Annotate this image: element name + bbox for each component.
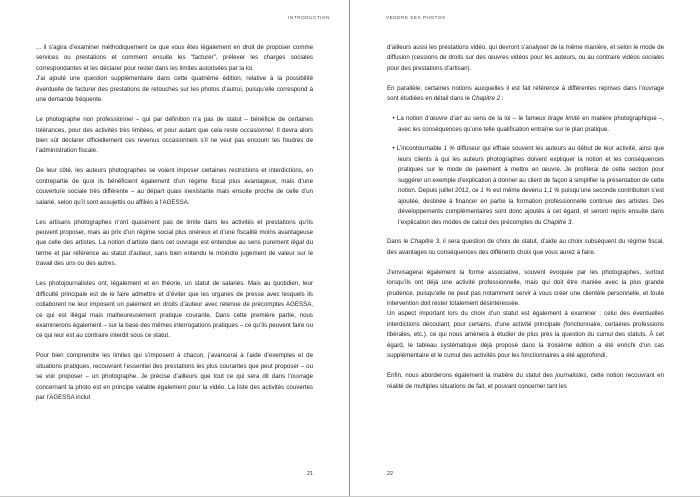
paragraph: Le photographe non professionnel – qui par définition n’a pas de statut – bénéficie de certaines tolérances, pour des activités très limitées, et pour autant que cela reste occasionnel. Il devra alors bien sûr déclarer officiellement ces revenus occasionnels s’il ne veut pas encourir les foudres de l’administration fiscale. xyxy=(36,116,313,155)
paragraph: De leur côté, les auteurs photographes se voient imposer certaines restrictions et interdictions, en contrepartie de quoi ils bénéficient également d’un régime fiscal plus avantageux, mais d’une couverture sociale très différente – au départ quasi inexistante mais ensuite proche de celle d’un salarié, selon qu’il sont assujettis ou affiliés à l’AGESSA. xyxy=(36,167,313,206)
page-right xyxy=(350,0,700,497)
paragraph: Les artisans photographes n’ont quasiment pas de limite dans les activités et prestations qu’ils peuvent proposer, mais au prix d’un régime social plus onéreux et d’une fiscalité moins avantageuse que celle des artistes. La notion d’artiste dans cet ouvrage est entendue au sens purement légal du terme et par référence au statut d’auteur, sans bien entendu le moindre jugement de valeur sur le travail des uns ou des autres. xyxy=(36,218,313,268)
bullet-paragraph: • L’incontournable 1 % diffuseur qui effraie souvent les auteurs au début de leur activité, ainsi que leurs clients à qui les auteurs photographes doivent expliquer la notion et les conséquences pratiques sur le mode de paiement à mettre en œuvre. Je profiterai de cette section pour suggérer un exemple d’explication à donner au client de façon à simplifier la présentation de cette notion. Depuis juillet 2012, ce 1 % est même devenu 1,1 % puisqu’une seconde contribution s’est ajoutée, destinée à financer en partie la formation professionnelle continue des artistes. Des développements complémentaires sont donc ajoutés à cet égard, et seront repris ensuite dans l’explication des modes de calcul des précomptes du Chapitre 3. xyxy=(392,145,664,226)
bullet-paragraph: • La notion d’œuvre d’art au sens de la loi – le fameux tirage limité en matière photographique –, avec les conséquences qu’une telle qualification entraîne sur le plan pratique. xyxy=(392,115,664,133)
paragraph: Les photojournalistes ont, légalement et en théorie, un statut de salariés. Mais au quotidien, leur difficulté principale est de le faire admettre et d’éviter que les organes de presse avec lesquels ils collaborent ne leur imposent un paiement en droits d’auteur avec retenue de précomptes AGESSA, ce qui est illégal mais malheureusement pratique courante. Dans cette première partie, nous examinerons également – sur la base des mêmes interrogations pratiques – ce qu’ils peuvent faire ou ce qui leur est au contraire interdit sous ce statut. xyxy=(36,280,313,340)
paragraph: Un aspect important lors du choix d’un statut est également à examiner : celui des éventuelles interdictions découlant, pour certains, d’une activité principale (fonctionnaire, certaines professions libérales, etc.), ce qui nous amènera à étudier de plus près la question du cumul des statuts. À cet égard, le tableau systématique déjà proposé dans la troisième édition a été enrichi d’un cas supplémentaire et le cumul des activités pour les fonctionnaires a été approfondi. xyxy=(387,310,664,360)
page-number-right: 22 xyxy=(387,471,393,477)
paragraph: J’envisagerai également la forme associative, souvent évoquée par les photographes, surtout lorsqu’ils ont déjà une activité professionnelle, mais qui doit être maniée avec la plus grande prudence, puisqu’elle ne peut pas notamment servir à vous créer une clientèle personnelle, et toute intervention doit rester totalement désintéressée. xyxy=(387,268,664,308)
paragraph: ... il s’agira d’examiner méthodiquement ce que vous êtes légalement en droit de proposer comme services ou prestations et comment ensuite les “facturer”, prélever les charges sociales correspondantes et les déclarer pour rester dans les limites autorisées par la loi. xyxy=(36,44,313,72)
paragraph: En parallèle, certaines notions auxquelles il est fait référence à différentes reprises dans l’ouvrage sont étudiées en détail dans le Chapitre 2 : xyxy=(387,84,664,103)
paragraph: d’ailleurs aussi les prestations vidéo, qui devront s’analyser de la même manière, et selon le mode de diffusion (cessions de droits sur des œuvres vidéos pour les auteurs, ou au contraire vidéos sociales pour des prestations d’artisan). xyxy=(387,44,664,72)
body-text-right xyxy=(387,43,664,392)
running-header-left: INTRODUCTION xyxy=(288,15,330,20)
paragraph: Enfin, nous aborderons également la matière du statut des journalistes, cette notion recouvrant en réalité de multiples situations de fait, et pouvant concerner tant les xyxy=(387,372,665,390)
paragraph: Pour bien comprendre les limites qui s’imposent à chacun, j’avancerai à l’aide d’exemples et de situations pratiques, recouvrant l’essentiel des prestations les plus courantes que peut proposer – ou se voir proposer – un photographe. Je précise d’ailleurs que tout ce qui sera dit dans l’ouvrage concernant la photo est en principe valable également pour la vidéo. La liste des activités couvertes par l’AGESSA inclut xyxy=(36,352,313,402)
running-header-right: VENDRE SES PHOTOS xyxy=(386,15,446,20)
paragraph: Dans le Chapitre 3, il sera question de choix de statut, d’aide au choix subséquent du régime fiscal, des avantages ou conséquences des différents choix que vous aurez à faire. xyxy=(387,238,664,256)
paragraph: J’ai ajouté une question supplémentaire dans cette quatrième édition, relative à la possibilité éventuelle de facturer des prestations de retouches sur les photos d’autrui, puisqu’elle correspond à une demande fréquente. xyxy=(36,75,313,104)
body-text-left xyxy=(36,43,313,404)
page-number-left: 21 xyxy=(307,471,313,477)
